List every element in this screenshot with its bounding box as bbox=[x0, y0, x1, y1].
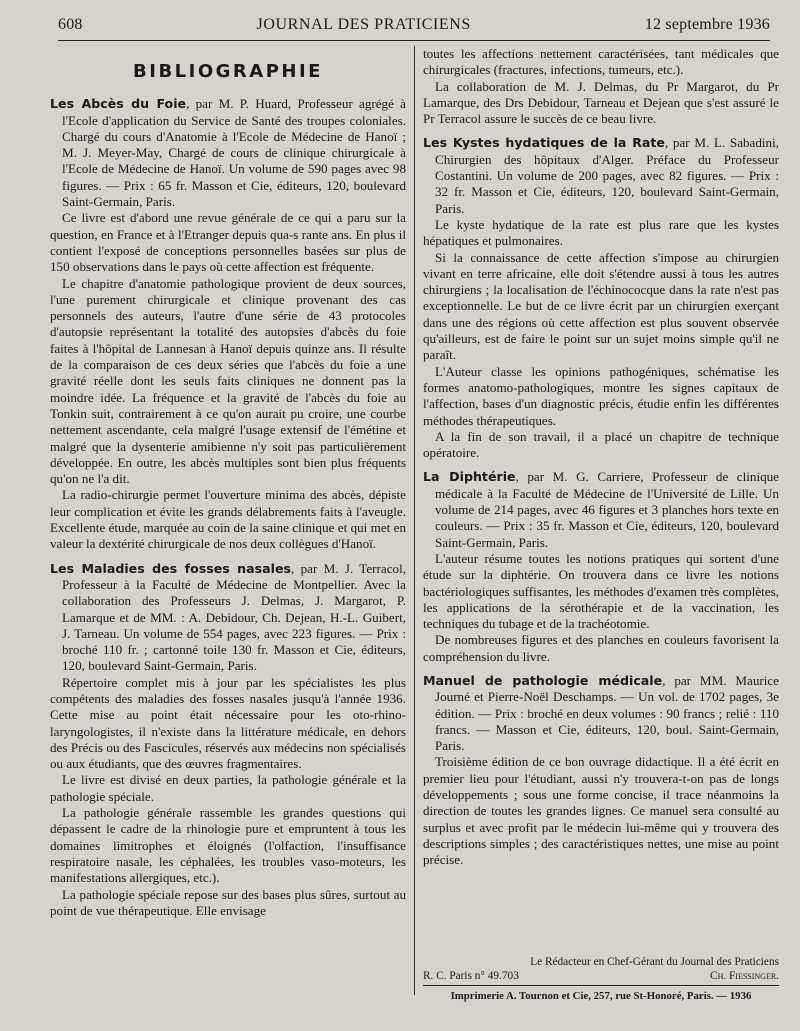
issue-date: 12 septembre 1936 bbox=[644, 16, 770, 33]
entry-title: Manuel de pathologie médicale bbox=[423, 672, 663, 688]
entry-title: Les Maladies des fosses nasales bbox=[50, 560, 291, 576]
paragraph: Le livre est divisé en deux parties, la pathologie générale et la pathologie spéciale. bbox=[50, 772, 406, 804]
entry-heading bbox=[50, 96, 406, 210]
right-column bbox=[423, 46, 779, 869]
footer-registry: R. C. Paris n° 49.703 bbox=[423, 970, 519, 982]
footer-gerant: Ch. Fiessinger. bbox=[710, 970, 779, 982]
paragraph: A la fin de son travail, il a placé un chapitre de technique opératoire. bbox=[423, 428, 779, 461]
paragraph: La pathologie spéciale repose sur des bases plus sûres, surtout au point de vue thérapeutique. Elle envisage bbox=[50, 886, 406, 918]
page-number: 608 bbox=[58, 16, 83, 33]
paragraph: L'Auteur classe les opinions pathogéniques, schématise les formes anatomo-pathologiques, montre les signes capitaux de l'affection, bases d'un diagnostic précis, étudie enfin les différentes méthodes thérapeutiques. bbox=[423, 363, 779, 428]
header-rule bbox=[58, 40, 770, 41]
journal-title: JOURNAL DES PRATICIENS bbox=[256, 16, 471, 33]
paragraph: La radio-chirurgie permet l'ouverture minima des abcès, dépiste leur complication et évite les grands délabrements faits à l'aveugle. Excellente étude, marquée au coin de la saine clinique et qui met en valeur la dextérité chirurgicale de nos deux collègues d'Hanoï. bbox=[50, 487, 406, 552]
footer-signature bbox=[423, 969, 779, 983]
paragraph: toutes les affections nettement caractérisées, tant médicales que chirurgicales (fractures, infections, tumeurs, etc.). bbox=[423, 46, 779, 78]
paragraph: L'auteur résume toutes les notions pratiques qui sortent d'une étude sur la diphtérie. On trouvera dans ce livre les notions bactériologiques suffisantes, les méthodes d'examen très complètes, les applications de la sérothérapie et de la vaccination, les techniques du tubage et de la trachéotomie. bbox=[423, 550, 779, 632]
entry-heading bbox=[423, 469, 779, 550]
entry-details: , par M. G. Carriere, Professeur de clinique médicale à la Faculté de Médecine de l'Université de Lille. Un volume de 214 pages, avec 46 figures et 3 planches hors texte en couleurs. — Prix : 35 fr. Masson et Cie, éditeurs, 120, boulevard Saint-Germain, Paris. bbox=[435, 469, 779, 550]
footer-printer: Imprimerie A. Tournon et Cie, 257, rue St-Honoré, Paris. — 1936 bbox=[450, 990, 752, 1002]
paragraph: Le kyste hydatique de la rate est plus rare que les kystes hépatiques et pulmonaires. bbox=[423, 216, 779, 249]
paragraph: Répertoire complet mis à jour par les spécialistes les plus compétents des maladies des fosses nasales jusqu'à l'année 1936. Cette mise au point était nécessaire pour les oto-rhino-laryngologistes, il n'existe dans la littérature médicale, en dehors des Précis ou des Fascicules, réservés aux médecins non spécialisés ou aux étudiants, que des œuvres fragmentaires. bbox=[50, 674, 406, 772]
entry-title: La Diphtérie bbox=[423, 469, 516, 485]
entry-title: Les Kystes hydatiques de la Rate bbox=[423, 135, 665, 151]
entry-details: , par M. L. Sabadini, Chirurgien des hôpitaux d'Alger. Préface du Professeur Costantini. Un volume de 200 pages, avec 82 figures. — Prix : 32 fr. Masson et Cie, éditeurs, 120, boulevard Saint-Germain, Paris. bbox=[435, 135, 780, 216]
paragraph: De nombreuses figures et des planches en couleurs favorisent la compréhension du livre. bbox=[423, 632, 779, 664]
paragraph: Si la connaissance de cette affection s'impose au chirurgien vivant en terre africaine, elle doit s'étendre aussi à tous les autres chirurgiens ; la localisation de l'échinococque dans la rate n'est pas exceptionnelle. Le but de ce livre écrit par un chirurgien exerçant dans une des régions où cette affection est plus souvent observée qu'ailleurs, est de faire le point sur un sujet moins simple qu'il ne paraît. bbox=[423, 249, 779, 363]
paragraph: Troisième édition de ce bon ouvrage didactique. Il a été écrit en premier lieu pour l'étudiant, aussi n'y trouvera-t-on pas de longs développements ; sous une forme concise, il trace néanmoins la direction de toutes les grandes lignes. Ce manuel sera consulté au surplus et avec profit par le médecin lui-même qui y trouvera des descriptions simples ; des caractéristiques nettes, une mise au point précise. bbox=[423, 754, 779, 868]
paragraph: Le chapitre d'anatomie pathologique provient de deux sources, l'une purement chirurgicale et clinique provenant des cas personnels des auteurs, l'autre d'une série de 43 protocoles d'autopsie représentant la totalité des autopsies d'abcès du foie faites à l'hôpital de Lannesan à Hanoï depuis quinze ans. Il résulte de la comparaison de ces deux séries que l'abcès du foie a une gravité réelle dont les seuls faits cliniques ne donnent pas la moindre idée. La fréquence et la gravité de l'abcès du foie au Tonkin suit, contrairement à ce qu'on aurait pu croire, une courbe nettement ascendante, cela malgré l'usage extensif de l'émétine et malgré que la dysenterie amibienne n'y soit pas particulièrement développée. En outre, les abcès multiples sont bien plus fréquents qu'on ne l'a dit. bbox=[50, 275, 406, 487]
entry-heading bbox=[423, 673, 779, 754]
footer-editor-line: Le Rédacteur en Chef-Gérant du Journal des Praticiens bbox=[530, 956, 779, 968]
entry-title: Les Abcès du Foie bbox=[50, 96, 187, 112]
column-divider bbox=[414, 46, 415, 995]
section-title: BIBLIOGRAPHIE bbox=[133, 61, 323, 82]
running-header bbox=[58, 16, 770, 38]
footer-rule bbox=[423, 985, 779, 986]
paragraph: Ce livre est d'abord une revue générale de ce qui a paru sur la question, en France et à l'Etranger depuis qua-s rante ans. En plus il contient l'exposé de conceptions personnelles basées sur plus de 150 observations dans le pays où cette affection est fréquente. bbox=[50, 210, 406, 275]
left-column bbox=[50, 46, 406, 919]
entry-details: , par M. J. Terracol, Professeur à la Faculté de Médecine de Montpellier. Avec la collaboration des Professeurs J. Delmas, J. Margarot, P. Lamarque et de MM. : A. Debidour, Ch. Dejean, H.-L. Guibert, J. Tarneau. Un volume de 554 pages, avec 223 figures. — Prix : broché 110 fr. ; cartonné toile 130 fr. Masson et Cie, éditeurs, 120, boulevard Saint-Germain, Paris. bbox=[62, 560, 406, 674]
entry-details: , par MM. Maurice Journé et Pierre-Noël Deschamps. — Un vol. de 1702 pages, 3e édition. — Prix : broché en deux volumes : 90 francs ; relié : 110 francs. — Masson et Cie, éditeurs, 120, boul. Saint-Germain, Paris. bbox=[435, 672, 779, 754]
entry-heading bbox=[50, 561, 406, 675]
paragraph: La collaboration de M. J. Delmas, du Pr Margarot, du Pr Lamarque, des Drs Debidour, Tarneau et Dejean que s'est assuré le Pr Terracol assure le succès de ce beau livre. bbox=[423, 78, 779, 127]
entry-heading bbox=[423, 135, 779, 216]
paragraph: La pathologie générale rassemble les grandes questions qui dépassent le cadre de la rhinologie pure et empruntent à tous les domaines limitrophes et éloignés (l'olfaction, l'insuffisance respiratoire nasale, les céphalées, les troubles vaso-moteurs, les manifestations allergiques, etc.). bbox=[50, 805, 406, 886]
entry-details: , par M. P. Huard, Professeur agrégé à l'Ecole d'application du Service de Santé des troupes coloniales. Chargé du cours d'Anatomie à l'Ecole de Médecine de Hanoï ; M. J. Meyer-May, Chargé de cours de clinique chirurgicale à l'Ecole de Médecine de Hanoï. Un volume de 590 pages avec 98 figures. — Prix : 65 fr. Masson et Cie, éditeurs, 120, boulevard Saint-Germain, Paris. bbox=[62, 96, 406, 210]
